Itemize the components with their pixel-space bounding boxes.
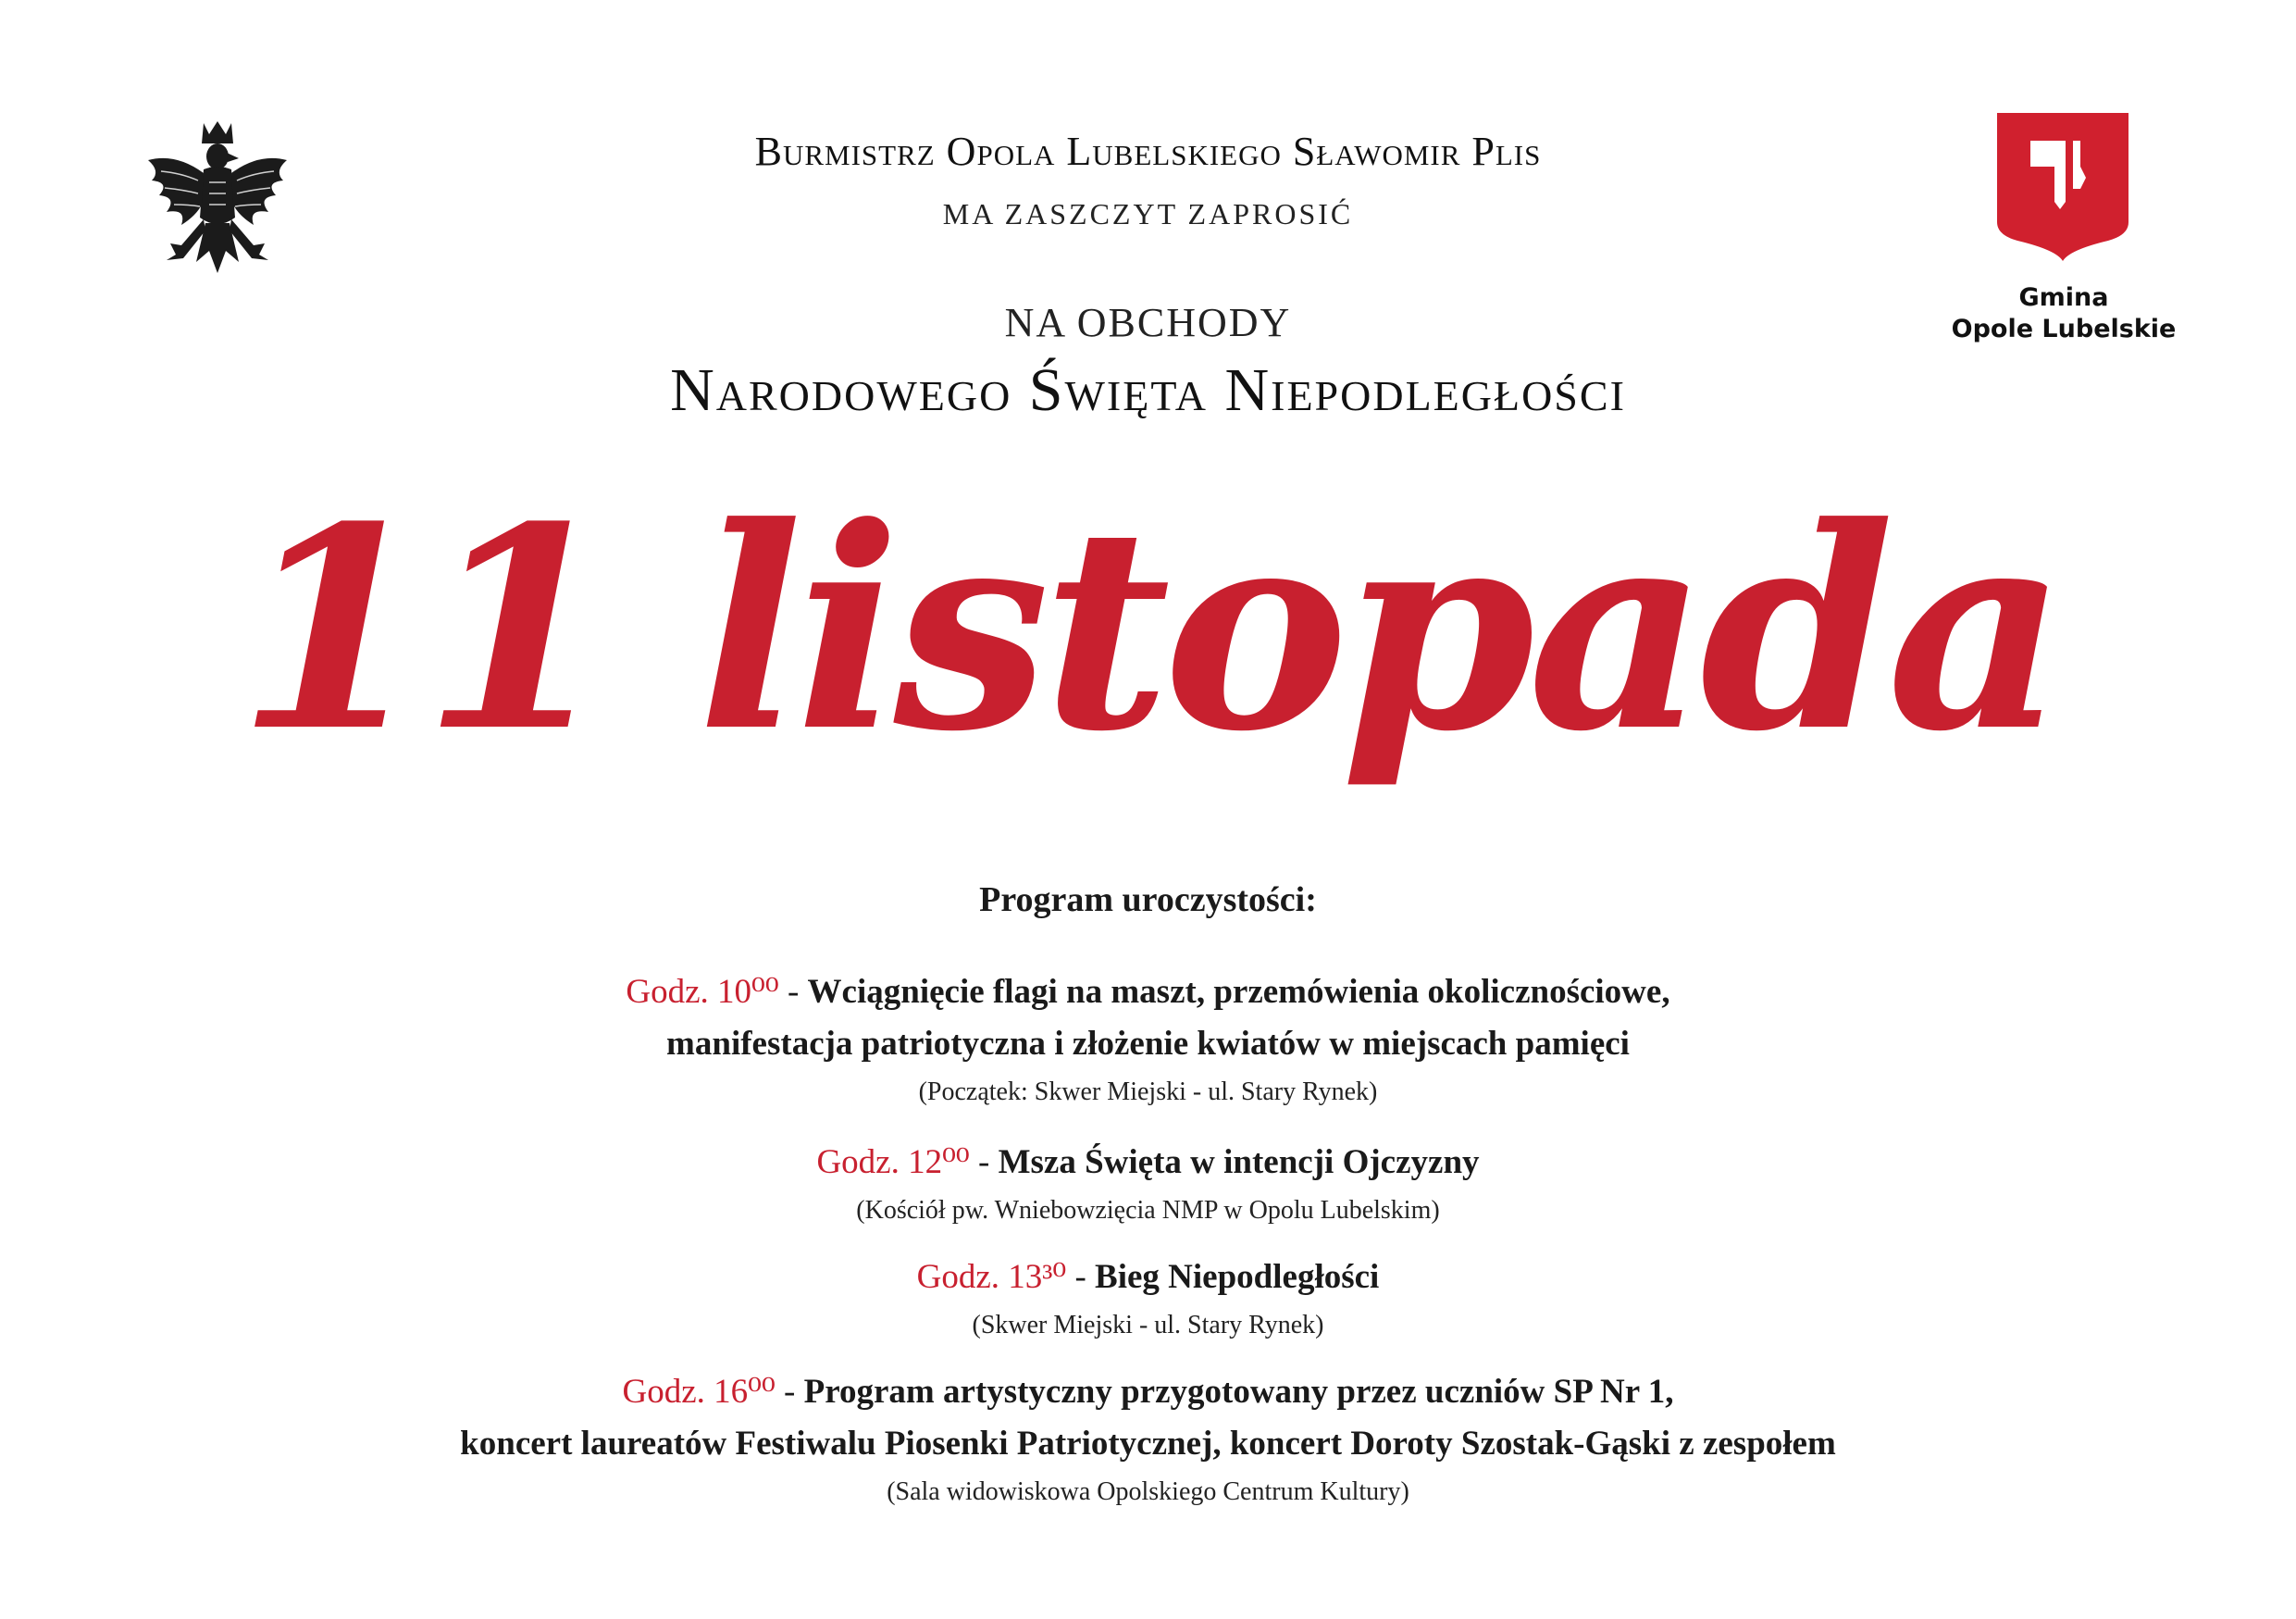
program-item-line	[0, 1252, 2296, 1303]
program-item-line	[0, 1137, 2296, 1189]
program-item-description: manifestacja patriotyczna i złożenie kwiatów w miejscach pamięci	[666, 1025, 1630, 1063]
program-item-place: (Sala widowiskowa Opolskiego Centrum Kultury)	[887, 1477, 1409, 1506]
program-item-description: koncert laureatów Festiwalu Piosenki Patriotycznej, koncert Doroty Szostak-Gąski z zespołem	[460, 1425, 1836, 1463]
program-item	[0, 1252, 2296, 1348]
header-title: Burmistrz Opola Lubelskiego Sławomir Plis	[754, 129, 1542, 174]
program-item-time: Godz. 16⁰⁰	[622, 1373, 776, 1411]
program-item-separator: -	[778, 973, 808, 1011]
program-title: Program uroczystości:	[979, 880, 1317, 919]
program-item-place: (Kościół pw. Wniebowzięcia NMP w Opolu Lubelskim)	[856, 1196, 1440, 1225]
event-date: 11 listopada	[236, 466, 2060, 792]
program-item-description: Bieg Niepodległości	[1095, 1258, 1380, 1296]
program-item-time: Godz. 13³⁰	[916, 1258, 1067, 1296]
program-item-place: (Skwer Miejski - ul. Stary Rynek)	[972, 1311, 1324, 1339]
program-item	[0, 1366, 2296, 1514]
program-item-description: Program artystyczny przygotowany przez uczniów SP Nr 1,	[803, 1373, 1674, 1411]
program-item-description: Msza Święta w intencji Ojczyzny	[998, 1143, 1480, 1181]
program-item-description: Wciągnięcie flagi na maszt, przemówienia okolicznościowe,	[807, 973, 1670, 1011]
gmina-label-line2: Opole Lubelskie	[1951, 315, 2177, 343]
program-item-separator: -	[1066, 1258, 1096, 1296]
header-subtitle-text: MA ZASZCZYT ZAPROSIĆ	[942, 197, 1354, 230]
program-item	[0, 1137, 2296, 1233]
event-name: Narodowego Święta Niepodległości	[670, 356, 1626, 424]
program-item-line	[0, 966, 2296, 1018]
program-item-time: Godz. 10⁰⁰	[626, 973, 779, 1011]
gmina-label-line1: Gmina	[2018, 283, 2109, 312]
program-item-separator: -	[775, 1373, 804, 1411]
program-item-line	[0, 1366, 2296, 1418]
program-item	[0, 966, 2296, 1115]
invitation-intro: NA OBCHODY	[1004, 300, 1292, 345]
header-subtitle	[0, 197, 2296, 231]
program-item-time: Godz. 12⁰⁰	[816, 1143, 970, 1181]
program-item-place: (Początek: Skwer Miejski - ul. Stary Rynek)	[918, 1077, 1378, 1106]
program-item-separator: -	[969, 1143, 999, 1181]
